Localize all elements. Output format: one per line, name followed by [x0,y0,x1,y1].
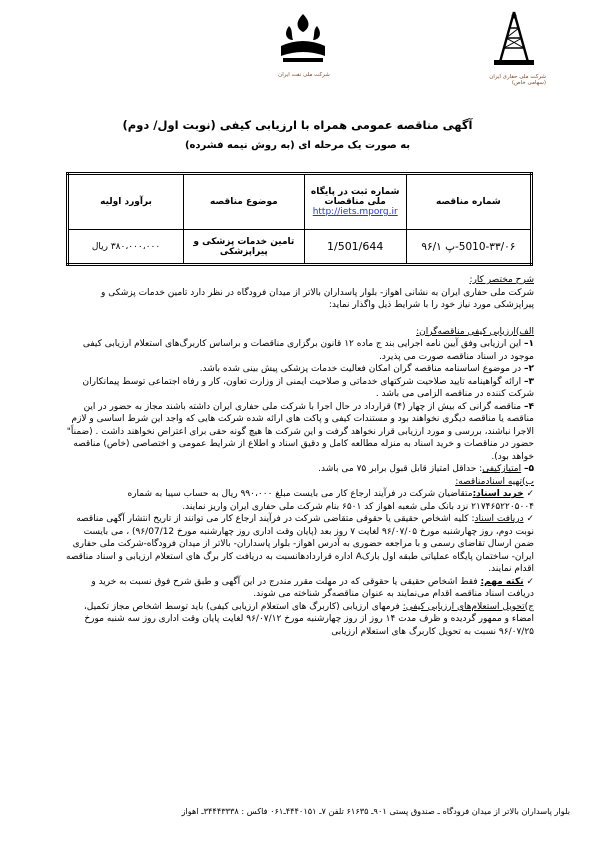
item-a1-text: این ارزیابی وفق آیین نامه اجرایی بند ج ماده ۱۲ قانون برگزاری مناقصات و براساس کاربرگ‌های استعلام ارزیابی کیفی موجود در اسناد مناقصه صورت می پذیرد. [82,339,534,362]
item-a5-text: : حداقل امتیاز قابل قبول برابر ۷۵ می باشد. [318,464,483,474]
page-subtitle: به صورت یک مرحله ای (به روش نیمه فشرده) [184,140,411,151]
item-a2-number: ۲– [524,364,534,374]
table-row [68,230,532,265]
item-a1 [64,338,534,363]
item-a4-text: مناقصه گرانی که بیش از چهار (۴) قرارداد در حال اجرا با شرکت ملی حفاری ایران داشته باشند مجاز به حضور در این مناقصه یا مناقصه دیگری نخواهند بود و مستندات کیفی و پاکت های ارائه شده شرکت هایی که واجد این شرط اساسی و لازم الاجرا نباشند، بررسی و مورد ارزیابی قرار نخواهد گرفت و این شرکت ها هیچ گونه حقی برای اعتراض نخواهند داشت . (ضمناً" حضور در مناقصات و خرید اسناد به منزله مطالعه کامل و دقیق اسناد و اطلاع از شرایط عمومی و اختصاصی (خاص) مناقصه خواهد بود). [66,401,534,462]
nidc-derrick-logo [484,10,544,68]
header-registration-no [304,174,406,230]
item-a4-number: ۴– [524,401,534,412]
header-estimate: برآورد اولیه [68,174,184,230]
item-b1-label: خرید اسناد: [472,489,524,499]
section-c-text: فرمهای ارزیابی (کاربرگ های استعلام ارزیابی کیفی) باید توسط اشخاص مجاز تکمیل، امضاء و ممهور گردیده و ظرف مدت ۱۴ روز از روز چهارشنبه مورخ ۹۶/۰۷/۱۲ لغایت پایان وقت اداری روز سه شنبه مورخ ۹۶/۰۷/۲۵ نسبت به تحویل کاربرگ های استعلام ارزیابی [83,601,534,637]
desc-paragraph: شرکت ملی حفاری ایران به نشانی اهواز- بلوار پاسداران بالاتر از میدان فرودگاه در نظر دارد تامین خدمات پزشکی و پیراپزشکی مورد نیاز خود را با شرایط ذیل واگذار نماید: [101,287,534,310]
item-b2-label: دریافت اسناد [474,514,524,524]
section-a-heading: الف)ارزیابی کیفی مناقصه‌گران: [416,326,534,337]
item-a3 [64,376,534,401]
header-registration-label: شماره ثبت در پایگاه ملی مناقصات [310,187,400,207]
item-b3-label: نکته مهم: [480,576,524,587]
cell-estimate: ۳۸۰،۰۰۰،۰۰۰ ریال [68,230,184,265]
section-c-heading: ج)تحویل استعلام‌های ارزیابی کیفی: [402,601,534,612]
header-subject: موضوع مناقصه [184,174,305,230]
item-b1-text: متقاضیان شرکت در فرآیند ارجاع کار می بایست مبلغ ۹۹۰،۰۰۰ ریال به حساب سیبا به شماره ۲۱۷۴۶۵۲۲۰۵۰۰۴ نزد بانک ملی شعبه اهواز کد ۶۵۰۱ بنام شرکت ملی حفاری ایران واریز نمایند. [127,489,534,512]
item-a4 [64,401,534,464]
table-header-row [68,174,532,230]
item-a3-text: ارائه گواهینامه تایید صلاحیت شرکتهای خدماتی و صلاحیت ایمنی از وزارت تعاون، کار و رفاه اجتماعی توسط پیمانکاران شرکت کننده در مناقصه الزامی می باشد . [82,376,534,399]
document-body [64,274,534,638]
cell-tender-no: 5010-۳۳/۰۶-پ ۹۶/۱ [406,230,531,265]
right-org-name [466,74,546,86]
left-org-name: شرکت ملی نفت ایران [278,72,330,78]
desc-heading: شرح مختصر کار: [469,275,534,285]
item-a2-text: در موضوع اساسنامه مناقصه گران امکان فعالیت خدمات پزشکی پیش بینی شده باشد. [199,364,522,374]
cell-subject: تامین خدمات پزشکی و پیراپزشکی [184,230,305,265]
right-org-line1: شرکت ملی حفاری ایران [489,74,546,80]
item-a3-number: ۳– [524,376,534,387]
item-b3-text: فقط اشخاص حقیقی یا حقوقی که در مهلت مقرر مندرج در این آگهی و طبق شرح فوق نسبت به خرید و دریافت اسناد مناقصه اقدام می‌نمایند به عنوان مناقصه‌گر شناخته می شوند. [91,576,534,599]
item-c [64,601,534,639]
item-a5 [64,463,534,476]
section-b-heading: ب)تهیه اسنادمناقصه: [455,476,534,487]
item-a5-number: ۵– [524,464,534,474]
footer-address: بلوار پاسداران بالاتر از میدان فرودگاه ـ صندوق پستی ۹۰۱ـ ۶۱۶۳۵ تلفن ۷ـ ۴۴۴۰۱۵۱ـ۰۶۱ فاکس : ۳۴۴۴۳۳۳۸ـ اهواز [181,806,570,816]
page-title: آگهی مناقصه عمومی همراه با ارزیابی کیفی (نوبت اول/ دوم) [122,118,473,132]
item-b2-text: : کلیه اشخاص حقیقی یا حقوقی متقاضی شرکت در فرآیند ارجاع کار می توانند از تاریخ انتشار آگهی مناقصه نوبت دوم، روز چهارشنبه مورخ ۹۶/۰۷/۰۵ لغایت ۷ روز بعد (پایان وقت اداری روز چهارشنبه مورخ ۹۶/07/12) ، می بایست ضمن ارسال تقاضای رسمی و با مراجعه حضوری به آدرس اهواز- بلوار پاسداران- بالاتر از میدان فرودگاه-شرکت ملی حفاری ایران- ساختمان پایگاه عملیاتی طبقه اول بارکA اداره قراردادهانسبت به دریافت کار برگ های استعلام ارزیابی و اسناد مناقصه اقدام نمایند. [66,514,534,574]
cell-registration-no: 1/501/644 [304,230,406,265]
item-a2 [64,363,534,376]
tender-table [66,172,533,266]
header-tender-no: شماره مناقصه [406,174,531,230]
item-b3: ✓ نکته مهم: فقط اشخاص حقیقی یا حقوقی که در مهلت مقرر مندرج در این آگهی و طبق شرح فوق نسبت به خرید و دریافت اسناد مناقصه اقدام می‌نمایند به عنوان مناقصه‌گر شناخته می شوند. [91,576,534,599]
item-a1-number: ۱– [524,339,534,349]
item-a5-label: امتیازکیفی [482,464,522,474]
iets-link[interactable]: http://iets.mporg.ir [312,207,398,217]
item-b2: ✓ دریافت اسناد: کلیه اشخاص حقیقی یا حقوقی متقاضی شرکت در فرآیند ارجاع کار می توانند از تاریخ انتشار آگهی مناقصه نوبت دوم، روز چهارشنبه مورخ ۹۶/۰۷/۰۵ لغایت ۷ روز بعد (پایان وقت اداری روز چهارشنبه مورخ ۹۶/07/12) ، می بایست ضمن ارسال تقاضای رسمی و با مراجعه حضوری به آدرس اهواز- بلوار پاسداران- بالاتر از میدان فرودگاه-شرکت ملی حفاری ایران- ساختمان پایگاه عملیاتی طبقه اول بارکA اداره قراردادهانسبت به دریافت کار برگ های استعلام ارزیابی و اسناد مناقصه اقدام نمایند. [66,514,534,574]
right-org-line2: (سهامی خاص) [511,80,546,86]
nioc-logo [273,10,333,68]
item-b1: ✓ خرید اسناد:متقاضیان شرکت در فرآیند ارجاع کار می بایست مبلغ ۹۹۰،۰۰۰ ریال به حساب سیبا به شماره ۲۱۷۴۶۵۲۲۰۵۰۰۴ نزد بانک ملی شعبه اهواز کد ۶۵۰۱ بنام شرکت ملی حفاری ایران واریز نمایند. [127,489,534,512]
